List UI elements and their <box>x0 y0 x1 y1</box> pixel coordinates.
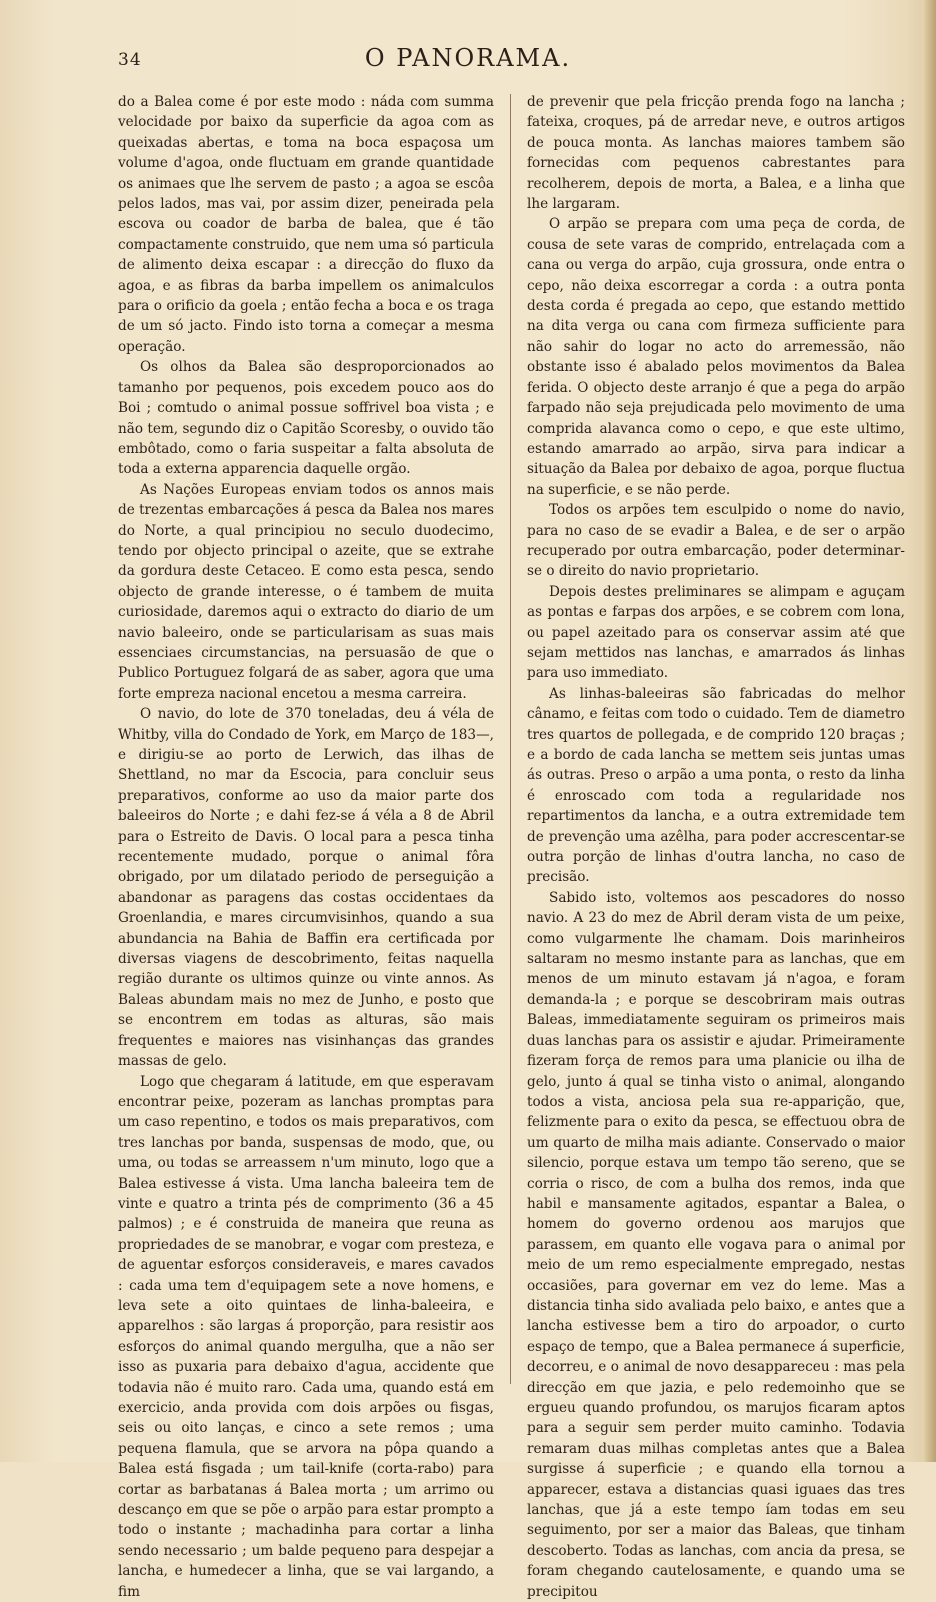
paragraph: O arpão se prepara com uma peça de corda, de cousa de sete varas de comprido, entrelaçada com a cana ou verga do arpão, cuja grossura, onde entra o cepo, não deixa escorregar a corda : a outra ponta desta corda é pregada ao cepo, que estando mettido na dita verga ou cana com firmeza sufficiente para não sahir do logar no acto do arremessão, não obstante isso é abalado pelos movimentos da Balea ferida. O objecto deste arranjo é que a pega do arpão farpado não seja prejudicada pelo movimento de uma comprida alavanca como o cepo, e que este ultimo, estando amarrado ao arpão, sirva para indicar a situação da Balea por debaixo de agoa, porque fluctua na superficie, e se não perde. <box>527 214 905 500</box>
page-header <box>0 40 936 80</box>
paragraph: As Nações Europeas enviam todos os annos mais de trezentas embarcações á pesca da Balea nos mares do Norte, a qual principiou no seculo duodecimo, tendo por objecto principal o azeite, que se extrahe da gordura deste Cetaceo. E como esta pesca, sendo objecto de grande interesse, o é tambem de muita curiosidade, daremos aqui o extracto do diario de um navio baleeiro, onde se particularisam as suas mais essenciaes circumstancias, na persuasão de que o Publico Portuguez folgará de as saber, agora que uma forte empreza nacional encetou a mesma carreira. <box>118 480 494 704</box>
paragraph: de prevenir que pela fricção prenda fogo na lancha ; fateixa, croques, pá de arredar neve, e outros artigos de pouca monta. As lanchas maiores tambem são fornecidas com pequenos cabrestantes para recolherem, depois de morta, a Balea, e a linha que lhe largaram. <box>527 92 905 214</box>
paragraph: Sabido isto, voltemos aos pescadores do nosso navio. A 23 do mez de Abril deram vista de um peixe, como vulgarmente lhe chamam. Dois marinheiros saltaram no mesmo instante para as lanchas, que em menos de um minuto estavam já n'agoa, e foram demanda-la ; e porque se descobriram mais outras Baleas, immediatamente seguiram os primeiros mais duas lanchas para os assistir e ajudar. Primeiramente fizeram força de remos para uma planicie ou ilha de gelo, junto á qual se tinha visto o animal, alongando todos a vista, anciosa pela sua re-apparição, que, felizmente para o exito da pesca, se effectuou obra de um quarto de milha mais adiante. Conservado o maior silencio, porque estava um tempo tão sereno, que se corria o risco, de com a bulha dos remos, inda que habil e mansamente agitados, espantar a Balea, o homem do governo ordenou aos marujos que parassem, em quanto elle vogava para o animal por meio de um remo especialmente empregado, nestas occasiões, para governar em vez do leme. Mas a distancia tinha sido avaliada pelo baixo, e antes que a lancha estivesse bem a tiro do arpoador, o curto espaço de tempo, que a Balea permanece á superficie, decorreu, e o animal de novo desappareceu : mas pela direcção em que jazia, e pelo redemoinho que se ergueu quando profundou, os marujos ficaram aptos para a seguir sem perder muito caminho. Todavia remaram duas milhas completas antes que a Balea surgisse á superficie ; e quando ella tornou a apparecer, estava a distancias quasi iguaes das tres lanchas, que já a este tempo íam todas em seu seguimento, por ser a maior das Baleas, que tinham descoberto. Todas as lanchas, com ancia da presa, se foram chegando cautelosamente, e quando uma se precipitou <box>527 888 905 1602</box>
running-title: O PANORAMA. <box>0 44 936 72</box>
paragraph: Logo que chegaram á latitude, em que esperavam encontrar peixe, pozeram as lanchas promptas para um caso repentino, e todos os mais preparativos, com tres lanchas por banda, suspensas de modo, que, ou uma, ou todas se arreassem n'um minuto, logo que a Balea estivesse á vista. Uma lancha baleeira tem de vinte e quatro a trinta pés de comprimento (36 a 45 palmos) ; e é construida de maneira que reuna as propriedades de se manobrar, e vogar com presteza, e de aguentar esforços consideraveis, e mares cavados : cada uma tem d'equipagem sete a nove homens, e leva sete a oito quintaes de linha-baleeira, e apparelhos : são largas á proporção, para resistir aos esforços do animal quando mergulha, que a não ser isso as puxaria para debaixo d'agua, accidente que todavia não é muito raro. Cada uma, quando está em exercicio, anda provida com dois arpões ou fisgas, seis ou oito lanças, e cinco a sete remos ; uma pequena flamula, que se arvora na pôpa quando a Balea está fisgada ; um tail-knife (corta-rabo) para cortar as barbatanas á Balea morta ; um arrimo ou descanço em que se põe o arpão para estar prompto a todo o instante ; machadinha para cortar a linha sendo necessario ; um balde pequeno para despejar a lancha, e humedecer a linha, que se vai largando, a fim <box>118 1072 494 1602</box>
left-column <box>118 92 494 1387</box>
right-column <box>527 92 905 1387</box>
page-number: 34 <box>118 50 142 70</box>
paragraph: Depois destes preliminares se alimpam e aguçam as pontas e farpas dos arpões, e se cobrem com lona, ou papel azeitado para os conservar assim até que sejam mettidos nas lanchas, e amarrados ás linhas para uso immediato. <box>527 582 905 684</box>
paragraph: O navio, do lote de 370 toneladas, deu á véla de Whitby, villa do Condado de York, em Março de 183—, e dirigiu-se ao porto de Lerwich, das ilhas de Shettland, no mar da Escocia, para concluir seus preparativos, conforme ao uso da maior parte dos baleeiros do Norte ; e dahi fez-se á véla a 8 de Abril para o Estreito de Davis. O local para a pesca tinha recentemente mudado, porque o animal fôra obrigado, por um dilatado periodo de perseguição a abandonar as paragens das costas occidentaes da Groenlandia, e mares circumvisinhos, quando a sua abundancia na Bahia de Baffin era certificada por diversas viagens de descobrimento, feitas naquella região durante os ultimos quinze ou vinte annos. As Baleas abundam mais no mez de Junho, e posto que se encontrem em todas as alturas, são mais frequentes e maiores nas visinhanças das grandes massas de gelo. <box>118 704 494 1071</box>
paragraph: do a Balea come é por este modo : náda com summa velocidade por baixo da superficie da agoa com as queixadas abertas, e toma na boca espaçosa um volume d'agoa, onde fluctuam em grande quantidade os animaes que lhe servem de pasto ; a agoa se escôa pelos lados, mas vai, por assim dizer, peneirada pela escova ou coador de barba de balea, que é tão compactamente construido, que nem uma só particula de alimento deixa escapar : a direcção do fluxo da agoa, e as fibras da barba impellem os animalculos para o orificio da goela ; então fecha a boca e os traga de um só jacto. Findo isto torna a começar a mesma operação. <box>118 92 494 357</box>
paragraph: As linhas-baleeiras são fabricadas do melhor cânamo, e feitas com todo o cuidado. Tem de diametro tres quartos de pollegada, e de comprido 120 braças ; e a bordo de cada lancha se mettem seis juntas umas ás outras. Preso o arpão a uma ponta, o resto da linha é enroscado com toda a regularidade nos repartimentos da lancha, e a outra extremidade tem de prevenção uma azêlha, para poder accrescentar-se outra porção de linhas d'outra lancha, no caso de precisão. <box>527 684 905 888</box>
paragraph: Os olhos da Balea são desproporcionados ao tamanho por pequenos, pois excedem pouco aos do Boi ; comtudo o animal possue soffrivel boa vista ; e não tem, segundo diz o Capitão Scoresby, o ouvido tão embôtado, como o faria suspeitar a falta absoluta de toda a externa apparencia daquelle orgão. <box>118 357 494 479</box>
page-edge <box>922 0 936 1462</box>
paragraph: Todos os arpões tem esculpido o nome do navio, para no caso de se evadir a Balea, e de ser o arpão recuperado por outra embarcação, poder determinar-se o direito do navio proprietario. <box>527 500 905 582</box>
column-divider <box>510 94 511 1384</box>
